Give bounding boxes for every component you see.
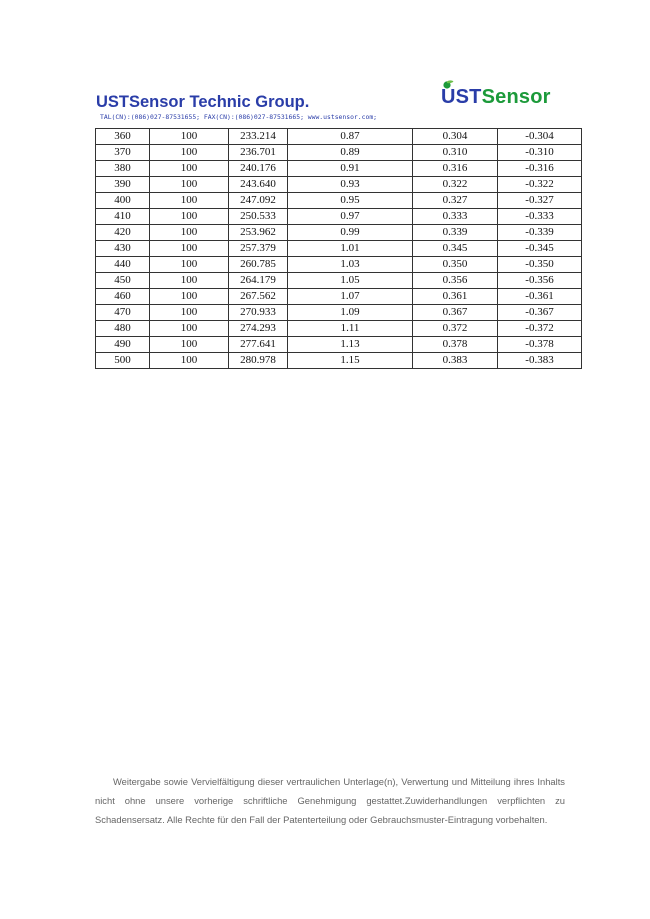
logo-text [441, 86, 551, 108]
table-cell: 100 [150, 129, 229, 145]
table-row [96, 225, 582, 241]
table-cell: -0.316 [498, 161, 582, 177]
table-cell: -0.345 [498, 241, 582, 257]
table-row [96, 161, 582, 177]
table-cell: 480 [96, 321, 150, 337]
table-cell: 100 [150, 225, 229, 241]
table-cell: 0.95 [288, 193, 413, 209]
table-cell: 0.316 [413, 161, 498, 177]
table-cell: 100 [150, 161, 229, 177]
table-cell: 0.372 [413, 321, 498, 337]
table-cell: -0.350 [498, 257, 582, 273]
table-cell: 1.05 [288, 273, 413, 289]
table-cell: 236.701 [229, 145, 288, 161]
table-cell: 440 [96, 257, 150, 273]
table-cell: 0.383 [413, 353, 498, 369]
table-cell: 100 [150, 289, 229, 305]
table-cell: 0.339 [413, 225, 498, 241]
table-cell: 0.378 [413, 337, 498, 353]
table-cell: 247.092 [229, 193, 288, 209]
table-cell: 1.07 [288, 289, 413, 305]
table-body [96, 129, 582, 369]
table-cell: 370 [96, 145, 150, 161]
table-cell: 1.13 [288, 337, 413, 353]
table-row [96, 145, 582, 161]
table-cell: 100 [150, 209, 229, 225]
table-row [96, 177, 582, 193]
table-cell: 0.367 [413, 305, 498, 321]
table-cell: 100 [150, 257, 229, 273]
data-table [95, 128, 582, 369]
confidentiality-notice [95, 772, 565, 829]
table-cell: -0.339 [498, 225, 582, 241]
table-cell: 0.91 [288, 161, 413, 177]
table-cell: -0.304 [498, 129, 582, 145]
table-cell: 0.327 [413, 193, 498, 209]
table-row [96, 289, 582, 305]
table-cell: -0.322 [498, 177, 582, 193]
table-cell: 0.350 [413, 257, 498, 273]
table-cell: 430 [96, 241, 150, 257]
table-cell: 390 [96, 177, 150, 193]
table-row [96, 321, 582, 337]
table-cell: 100 [150, 177, 229, 193]
table-cell: 277.641 [229, 337, 288, 353]
table-row [96, 353, 582, 369]
table-cell: 420 [96, 225, 150, 241]
table-row [96, 337, 582, 353]
table-cell: 250.533 [229, 209, 288, 225]
table-cell: 100 [150, 193, 229, 209]
table-cell: 100 [150, 273, 229, 289]
table-cell: 100 [150, 321, 229, 337]
table-row [96, 273, 582, 289]
table-cell: 460 [96, 289, 150, 305]
table-cell: 0.99 [288, 225, 413, 241]
table-cell: 240.176 [229, 161, 288, 177]
table-cell: 253.962 [229, 225, 288, 241]
table-row [96, 305, 582, 321]
table-row [96, 129, 582, 145]
table-cell: 490 [96, 337, 150, 353]
table-cell: 233.214 [229, 129, 288, 145]
table-cell: 0.97 [288, 209, 413, 225]
company-title: USTSensor Technic Group. [96, 93, 310, 111]
table-cell: 260.785 [229, 257, 288, 273]
table-cell: 100 [150, 305, 229, 321]
contact-line: TAL(CN):(086)027-87531655; FAX(CN):(086)027-87531665; www.ustsensor.com; [100, 113, 378, 121]
table-cell: 100 [150, 241, 229, 257]
table-cell: 410 [96, 209, 150, 225]
logo-text-sensor: Sensor [481, 86, 551, 108]
table-cell: 1.15 [288, 353, 413, 369]
table-cell: 0.310 [413, 145, 498, 161]
table-cell: 267.562 [229, 289, 288, 305]
logo-text-ust: UST [441, 86, 482, 108]
table-cell: 1.11 [288, 321, 413, 337]
table-row [96, 209, 582, 225]
table-cell: 0.345 [413, 241, 498, 257]
table-cell: -0.378 [498, 337, 582, 353]
table-cell: 1.03 [288, 257, 413, 273]
table-cell: 0.304 [413, 129, 498, 145]
table-cell: 100 [150, 337, 229, 353]
table-cell: 0.87 [288, 129, 413, 145]
table-cell: -0.310 [498, 145, 582, 161]
table-cell: 270.933 [229, 305, 288, 321]
table-cell: 243.640 [229, 177, 288, 193]
table-cell: 450 [96, 273, 150, 289]
table-cell: 274.293 [229, 321, 288, 337]
table-cell: -0.327 [498, 193, 582, 209]
confidentiality-text: Weitergabe sowie Vervielfältigung dieser vertraulichen Unterlage(n), Verwertung und Mitteilung ihres Inhalts nicht ohne unsere vorherige schriftliche Genehmigung gestattet.Zuwiderhandlungen verpflichten zu Schadensersatz. Alle Rechte für den Fall der Patenterteilung oder Gebrauchsmuster-Eintragung vorbehalten. [95, 776, 565, 825]
table-cell: 470 [96, 305, 150, 321]
table-cell: 400 [96, 193, 150, 209]
table-cell: 257.379 [229, 241, 288, 257]
table-cell: 1.09 [288, 305, 413, 321]
table-cell: 100 [150, 353, 229, 369]
table-cell: 500 [96, 353, 150, 369]
table-cell: 264.179 [229, 273, 288, 289]
table-cell: -0.356 [498, 273, 582, 289]
table-cell: 1.01 [288, 241, 413, 257]
table-cell: -0.367 [498, 305, 582, 321]
table-cell: 380 [96, 161, 150, 177]
table-cell: 0.361 [413, 289, 498, 305]
table-cell: 280.978 [229, 353, 288, 369]
table-cell: 360 [96, 129, 150, 145]
table-cell: 0.333 [413, 209, 498, 225]
table-row [96, 193, 582, 209]
table-cell: -0.372 [498, 321, 582, 337]
table-cell: 0.89 [288, 145, 413, 161]
table-cell: -0.383 [498, 353, 582, 369]
table-cell: 0.93 [288, 177, 413, 193]
table-row [96, 257, 582, 273]
table-row [96, 241, 582, 257]
table-cell: 0.356 [413, 273, 498, 289]
table-cell: -0.333 [498, 209, 582, 225]
table-cell: -0.361 [498, 289, 582, 305]
table-cell: 100 [150, 145, 229, 161]
table-cell: 0.322 [413, 177, 498, 193]
